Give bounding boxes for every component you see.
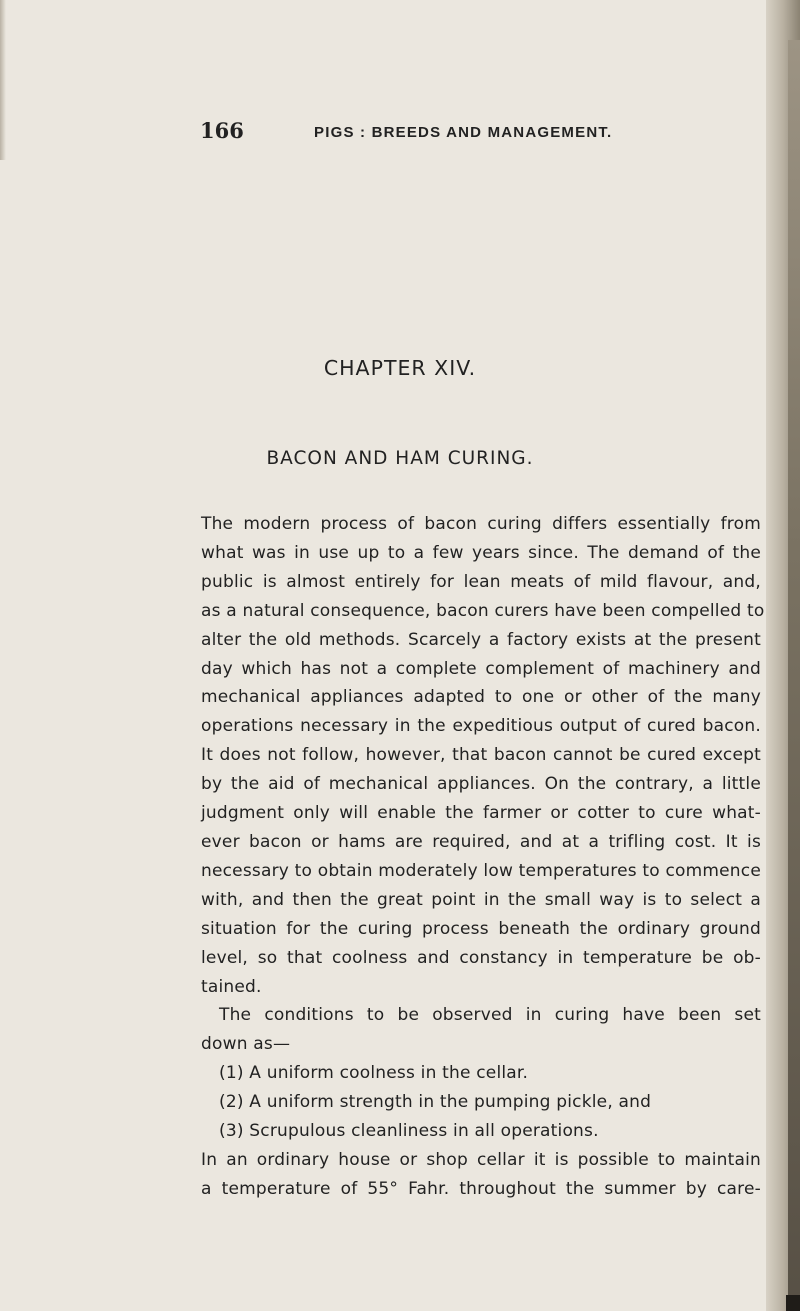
text-line: level, so that coolness and constancy in temperature be ob- — [201, 947, 761, 968]
chapter-number: CHAPTER XIV. — [323, 356, 477, 380]
page-number: 166 — [200, 118, 244, 143]
text-line: mechanical appliances adapted to one or other of the many — [201, 687, 761, 708]
chapter-title: BACON AND HAM CURING. — [266, 448, 534, 469]
text-line: public is almost entirely for lean meats of mild flavour, and, — [201, 571, 761, 592]
text-line: a temperature of 55° Fahr. throughout the summer by care- — [201, 1178, 761, 1199]
text-line: ever bacon or hams are required, and at a trifling cost. It is — [201, 831, 761, 852]
running-title: PIGS : BREEDS AND MANAGEMENT. — [314, 124, 613, 141]
list-item: (1) A uniform coolness in the cellar. — [219, 1063, 529, 1084]
text-line: down as— — [201, 1034, 291, 1055]
text-line: tained. — [201, 976, 262, 997]
body-text — [201, 510, 765, 1204]
text-line: The conditions to be observed in curing have been set — [219, 1005, 761, 1026]
text-line: with, and then the great point in the small way is to select a — [201, 889, 761, 910]
list-item: (3) Scrupulous cleanliness in all operations. — [219, 1121, 599, 1142]
corner-mark — [786, 1295, 800, 1311]
text-line: operations necessary in the expeditious output of cured bacon. — [201, 716, 761, 737]
text-line: alter the old methods. Scarcely a factory exists at the present — [201, 629, 761, 650]
page-binding-shadow — [788, 40, 800, 1311]
text-line: what was in use up to a few years since. The demand of the — [201, 542, 761, 563]
text-line: situation for the curing process beneath the ordinary ground — [201, 918, 761, 939]
text-line: necessary to obtain moderately low temperatures to commence — [201, 860, 761, 881]
list-item: (2) A uniform strength in the pumping pickle, and — [219, 1092, 652, 1113]
text-line: It does not follow, however, that bacon cannot be cured except — [201, 745, 761, 766]
text-line: judgment only will enable the farmer or cotter to cure what- — [201, 803, 761, 824]
text-line: by the aid of mechanical appliances. On the contrary, a little — [201, 774, 761, 795]
text-line: day which has not a complete complement of machinery and — [201, 658, 761, 679]
text-line: The modern process of bacon curing differs essentially from — [201, 514, 761, 534]
text-line: as a natural consequence, bacon curers have been compelled to — [201, 600, 765, 621]
page-left-edge — [0, 0, 6, 160]
text-line: In an ordinary house or shop cellar it is possible to maintain — [201, 1149, 761, 1170]
